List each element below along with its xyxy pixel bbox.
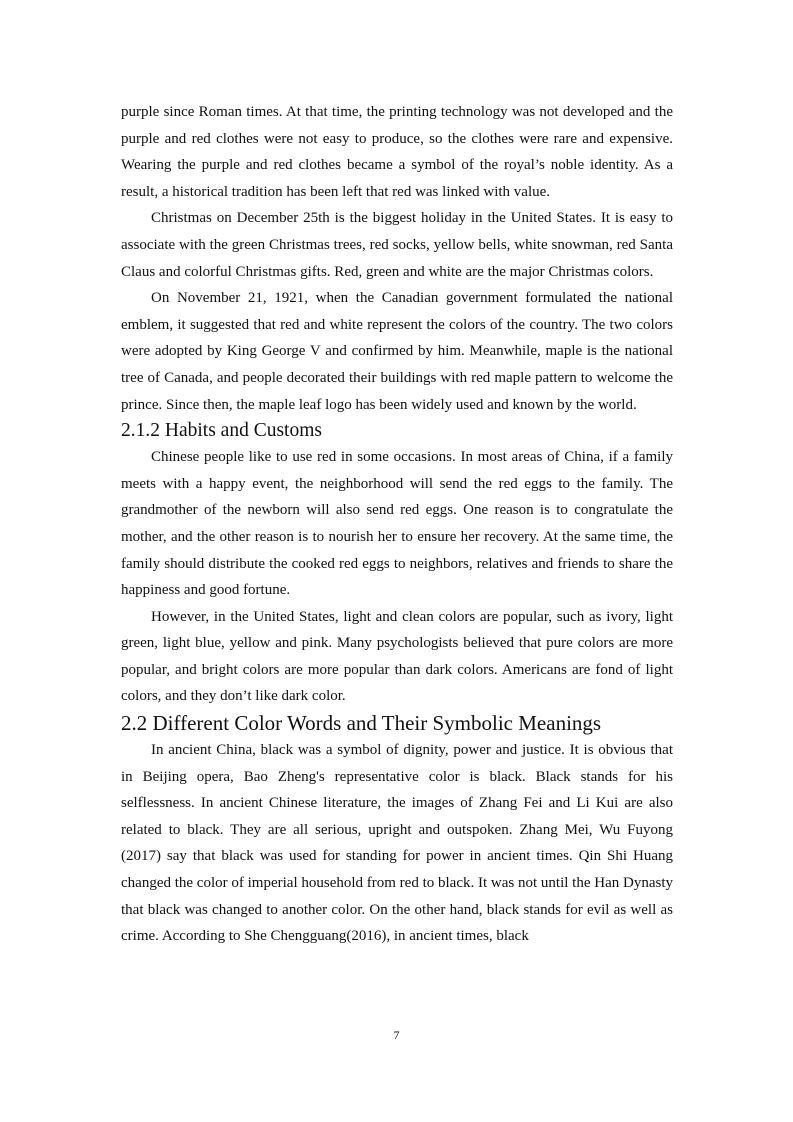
document-page — [121, 99, 673, 950]
paragraph-canada-emblem: On November 21, 1921, when the Canadian government formulated the national emblem, it suggested that red and white represent the colors of the country. The two colors were adopted by King George V and confirmed by him. Meanwhile, maple is the national tree of Canada, and people decorated their buildings with red maple pattern to welcome the prince. Since then, the maple leaf logo has been widely used and known by the world. — [121, 290, 673, 413]
heading-color-words-meanings: 2.2 Different Color Words and Their Symbolic Meanings — [121, 711, 602, 736]
paragraph-red-eggs: Chinese people like to use red in some occasions. In most areas of China, if a family meets with a happy event, the neighborhood will send the red eggs to the family. The grandmother of the newborn will also send red eggs. One reason is to congratulate the mother, and the other reason is to nourish her to ensure her recovery. At the same time, the family should distribute the cooked red eggs to neighbors, relatives and friends to share the happiness and good fortune. — [121, 449, 673, 599]
heading-habits-and-customs: 2.1.2 Habits and Customs — [121, 420, 322, 442]
paragraph-royal-purple: purple since Roman times. At that time, the printing technology was not developed and the purple and red clothes were not easy to produce, so the clothes were rare and expensive. Wearing the purple and red clothes became a symbol of the royal’s noble identity. As a result, a historical tradition has been left that red was linked with value. — [121, 104, 673, 200]
page-number: 7 — [393, 1028, 400, 1042]
paragraph-christmas: Christmas on December 25th is the biggest holiday in the United States. It is easy to associate with the green Christmas trees, red socks, yellow bells, white snowman, red Santa Claus and colorful Christmas gifts. Red, green and white are the major Christmas colors. — [121, 210, 673, 280]
paragraph-light-colors: However, in the United States, light and clean colors are popular, such as ivory, light green, light blue, yellow and pink. Many psychologists believed that pure colors are more popular, and bright colors are more popular than dark colors. Americans are fond of light colors, and they don’t like dark color. — [121, 608, 673, 705]
paragraph-black-china: In ancient China, black was a symbol of dignity, power and justice. It is obvious that in Beijing opera, Bao Zheng's representative color is black. Black stands for his selflessness. In ancient Chinese literature, the images of Zhang Fei and Li Kui are also related to black. They are all serious, upright and outspoken. Zhang Mei, Wu Fuyong (2017) say that black was used for standing for power in ancient times. Qin Shi Huang changed the color of imperial household from red to black. It was not until the Han Dynasty that black was changed to another color. On the other hand, black stands for evil as well as crime. According to She Chengguang(2016), in ancient times, black — [121, 742, 673, 945]
